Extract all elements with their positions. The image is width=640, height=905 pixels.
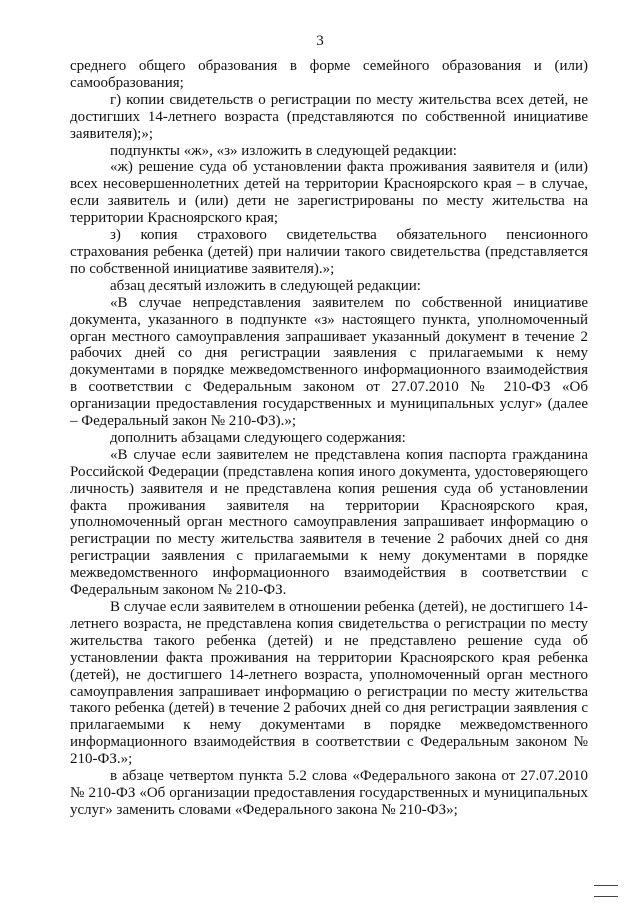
paragraph: «В случае непредставления заявителем по собственной инициативе документа, указанного в подпункте «з» настоящего пункта, уполномоченный орган местного самоуправления запрашивает указанный документ в течение 2 рабочих дней со дня регистрации заявления с прилагаемыми к нему документами в порядке межведомственного информационного взаимодействия в соответствии с Федеральным законом от 27.07.2010 № 210-ФЗ «Об организации предоставления государственных и муниципальных услуг» (далее – Федеральный закон № 210-ФЗ).»; bbox=[70, 294, 588, 430]
paragraph: з) копия страхового свидетельства обязательного пенсионного страхования ребенка (детей) при наличии такого свидетельства (представляется по собственной инициативе заявителя).»; bbox=[70, 227, 588, 277]
paragraph: абзац десятый изложить в следующей редакции: bbox=[110, 277, 421, 294]
paragraph: «ж) решение суда об установлении факта проживания заявителя и (или) всех несовершеннолетних детей на территории Красноярского края – в случае, если заявитель и (или) дети не зарегистрированы по месту жительства на территории Красноярского края; bbox=[70, 159, 588, 227]
paragraph: среднего общего образования в форме семейного образования и (или) самообразования; bbox=[70, 58, 588, 91]
paragraph: г) копии свидетельств о регистрации по месту жительства всех детей, не достигших 14-летнего возраста (представляются по собственной инициативе заявителя);»; bbox=[70, 91, 588, 142]
page-number: 3 bbox=[316, 33, 324, 49]
paragraph: дополнить абзацами следующего содержания: bbox=[110, 429, 406, 446]
paragraph: «В случае если заявителем не представлена копия паспорта гражданина Российской Федерации (представлена копия иного документа, удостоверяющего личность) заявителя и не представлена копия решения суда об установлении факта проживания заявителя на территории Красноярского края, уполномоченный орган местного самоуправления запрашивает информацию о регистрации по месту жительства заявителя в течение 2 рабочих дней со дня регистрации заявления с прилагаемыми к нему документами в порядке межведомственного информационного взаимодействия в соответствии с Федеральным законом № 210-ФЗ. bbox=[70, 446, 588, 599]
document-body bbox=[70, 58, 588, 819]
corner-mark bbox=[594, 885, 618, 897]
paragraph: В случае если заявителем в отношении ребенка (детей), не достигшего 14-летнего возраста, не представлена копия свидетельства о регистрации по месту жительства такого ребенка (детей) и не представлено решение суда об установлении факта проживания на территории Красноярского края ребенка (детей), не достигшего 14-летнего возраста, уполномоченный орган местного самоуправления запрашивает информацию о регистрации по месту жительства такого ребенка (детей) в течение 2 рабочих дней со дня регистрации заявления с прилагаемыми к нему документами в порядке межведомственного информационного взаимодействия в соответствии с Федеральным законом № 210-ФЗ.»; bbox=[70, 599, 588, 768]
paragraph: в абзаце четвертом пункта 5.2 слова «Федерального закона от 27.07.2010 № 210-ФЗ «Об организации предоставления государственных и муниципальных услуг» заменить словами «Федерального закона № 210-ФЗ»; bbox=[70, 768, 588, 818]
paragraph: подпункты «ж», «з» изложить в следующей редакции: bbox=[110, 142, 457, 159]
